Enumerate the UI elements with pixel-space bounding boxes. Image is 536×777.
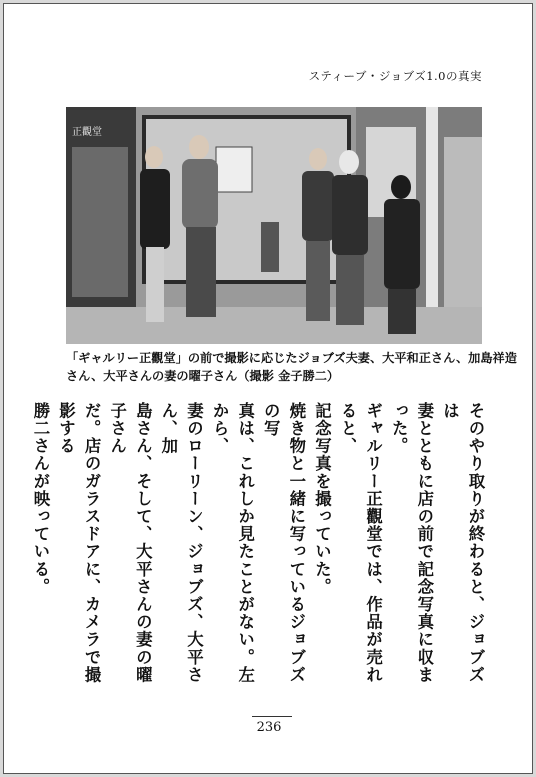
caption-line-1: 「ギャルリー正觀堂」の前で撮影に応じたジョブズ夫妻、大平和正さん、加島祥造 — [66, 351, 517, 365]
running-header: スティーブ・ジョブズ1.0の真実 — [308, 69, 482, 83]
shop-front-photo — [66, 107, 482, 344]
text-line: 焼き物と一緒に写っているジョブズの写 — [261, 402, 306, 684]
text-line: 妻のローリーン、ジョブズ、大平さん、加 — [158, 402, 204, 684]
text-line: 記念写真を撮っていた。 — [312, 402, 332, 596]
text-line: 勝二さんが映っている。 — [30, 402, 50, 596]
footer-rule — [252, 716, 292, 717]
text-line: だ。店のガラスドアに、カメラで撮影する — [56, 402, 102, 684]
text-line: ギャルリー正觀堂では、作品が売れると、 — [338, 402, 383, 684]
text-line: 真は、これしか見たことがない。左から、 — [210, 402, 255, 684]
paragraph-3 — [0, 402, 2, 692]
caption-line-2: さん、大平さんの妻の曜子さん（撮影 金子勝二） — [66, 369, 340, 383]
paragraph-1 — [309, 402, 488, 692]
book-page — [3, 3, 533, 774]
paragraph-gap — [2, 402, 28, 692]
paragraph-2 — [27, 402, 309, 692]
photo-caption — [66, 349, 517, 385]
shop-sign: 正觀堂 — [72, 127, 102, 138]
text-line: そのやり取りが終わると、ジョブズは — [440, 402, 485, 684]
photo — [66, 107, 482, 344]
page-number: 236 — [256, 720, 282, 735]
text-line: 妻とともに店の前で記念写真に収まった。 — [389, 402, 434, 684]
text-line: 島さん、そして、大平さんの妻の曜子さん — [107, 402, 153, 684]
vertical-body-text — [30, 402, 488, 692]
